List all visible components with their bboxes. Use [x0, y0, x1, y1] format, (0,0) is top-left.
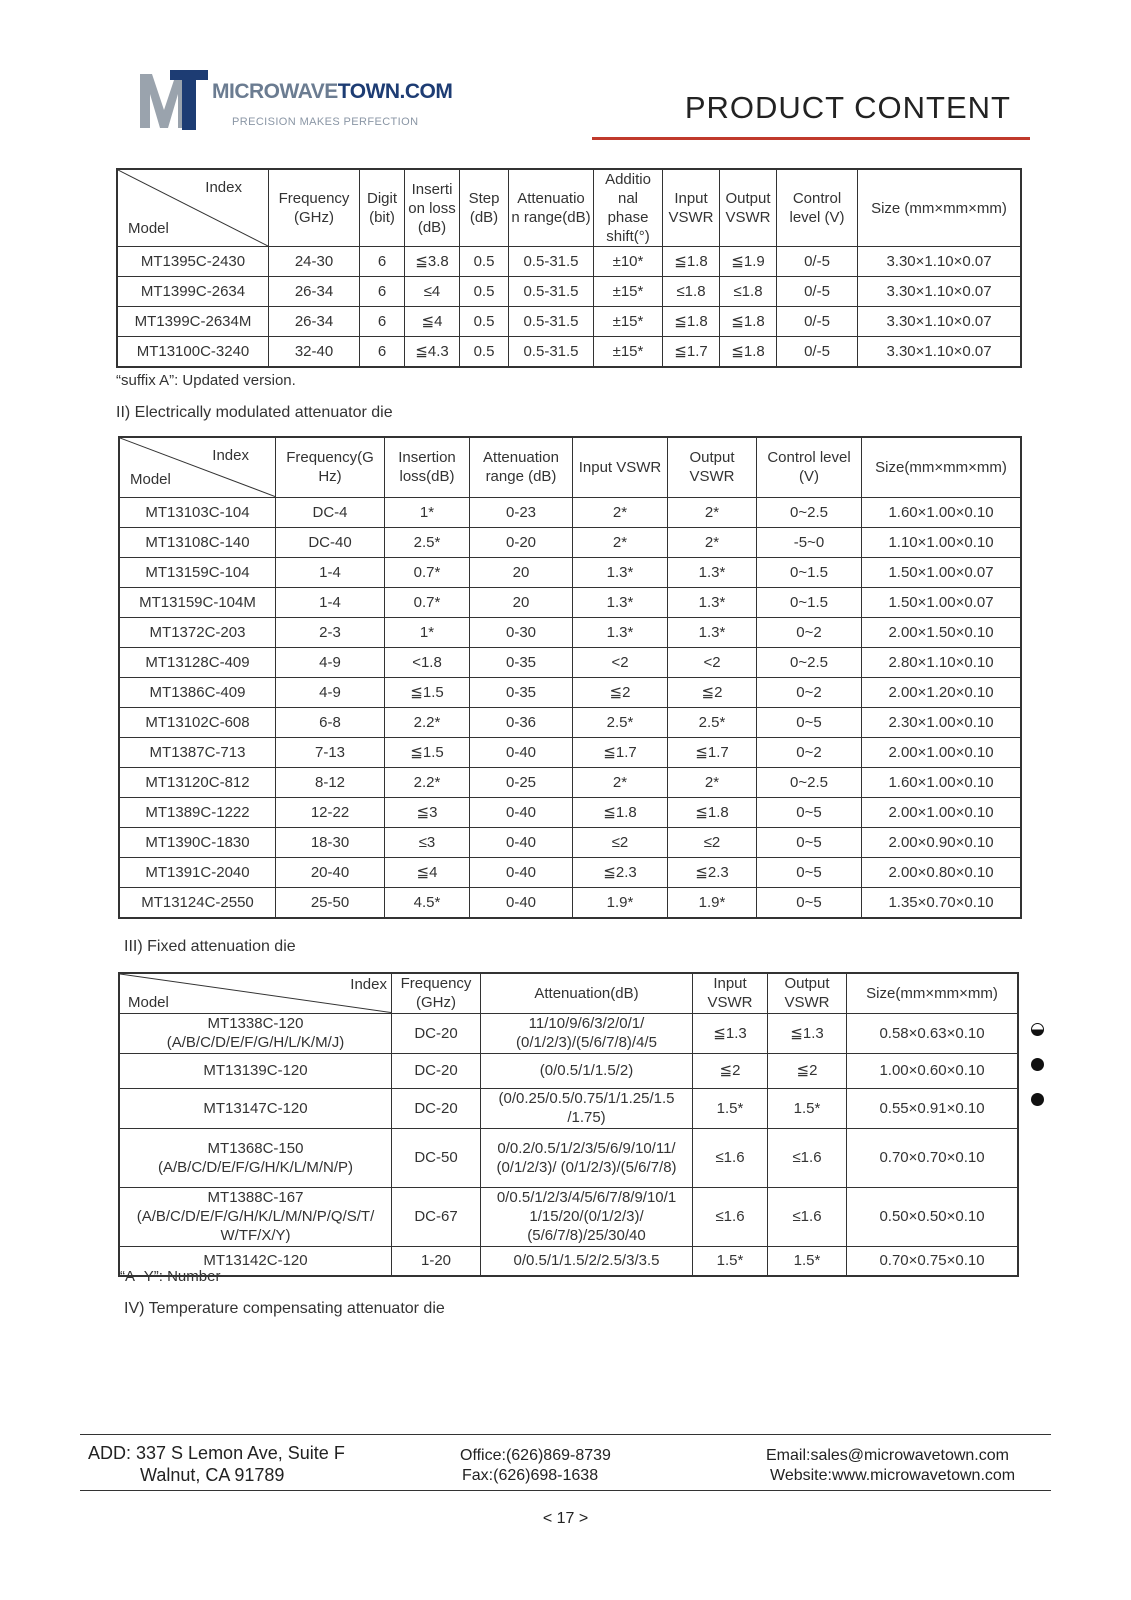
table-cell: 0~5	[757, 797, 862, 827]
table3-header: Frequency (GHz)	[392, 973, 481, 1013]
table-cell: 4-9	[276, 677, 385, 707]
table2-corner-header: Index Model	[119, 437, 276, 497]
table-cell: 0~2.5	[757, 767, 862, 797]
table-cell: 0-35	[470, 647, 573, 677]
table-cell: 0.70×0.75×0.10	[847, 1246, 1019, 1276]
model-cell: MT13102C-608	[119, 707, 276, 737]
table-cell: 2*	[668, 497, 757, 527]
table-cell: 2.00×1.20×0.10	[862, 677, 1022, 707]
footer-phone: Office:(626)869-8739 Fax:(626)698-1638	[460, 1447, 611, 1484]
model-cell: MT1386C-409	[119, 677, 276, 707]
table-cell: ≤1.6	[768, 1128, 847, 1187]
table-cell: 4-9	[276, 647, 385, 677]
table-cell: ≦2	[693, 1053, 768, 1088]
table-cell: 1.3*	[573, 617, 668, 647]
table-cell: <2	[573, 647, 668, 677]
table-cell: 2.2*	[385, 767, 470, 797]
table-cell: ≤1.6	[768, 1187, 847, 1246]
table-cell: 0~5	[757, 707, 862, 737]
table-cell: ≤1.6	[693, 1187, 768, 1246]
status-half-dot-icon	[1031, 1023, 1044, 1036]
table1-corner-header: Index Model	[117, 169, 269, 247]
table2-header: Attenuation range (dB)	[470, 437, 573, 497]
table-cell: 7-13	[276, 737, 385, 767]
model-cell: MT13159C-104M	[119, 587, 276, 617]
model-cell: MT1389C-1222	[119, 797, 276, 827]
model-cell: MT13120C-812	[119, 767, 276, 797]
table-row: MT1399C-2634 26-34 6 ≤4 0.5 0.5-31.5 ±15* ≤1.8 ≤1.8 0/-5 3.30×1.10×0.07	[117, 277, 1021, 307]
table-cell: ≦1.7	[573, 737, 668, 767]
electrically-modulated-attenuator-table	[118, 436, 1022, 919]
footer-top-rule	[80, 1434, 1051, 1435]
section-title: II) Electrically modulated attenuator die	[116, 404, 393, 421]
table-cell: 0.7*	[385, 587, 470, 617]
table-cell: ≦1.3	[768, 1013, 847, 1053]
table-row	[119, 587, 1021, 617]
table-cell: ≦2.3	[573, 857, 668, 887]
table-cell: ≦2.3	[668, 857, 757, 887]
table-cell: 1.3*	[668, 557, 757, 587]
table-cell: DC-20	[392, 1013, 481, 1053]
model-cell: MT13142C-120	[119, 1246, 392, 1276]
table-cell: 0~5	[757, 827, 862, 857]
table2-header: Frequency(G Hz)	[276, 437, 385, 497]
table-cell: 0-40	[470, 887, 573, 918]
table-row	[119, 617, 1021, 647]
table-cell: 0-36	[470, 707, 573, 737]
model-cell: MT1368C-150 (A/B/C/D/E/F/G/H/K/L/M/N/P)	[119, 1128, 392, 1187]
table-cell: 2.00×0.90×0.10	[862, 827, 1022, 857]
table3-header: Size(mm×mm×mm)	[847, 973, 1019, 1013]
section-title: IV) Temperature compensating attenuator die	[124, 1300, 445, 1317]
table-cell: 6-8	[276, 707, 385, 737]
table-row: MT1395C-2430 24-30 6 ≦3.8 0.5 0.5-31.5 ±10* ≦1.8 ≦1.9 0/-5 3.30×1.10×0.07	[117, 247, 1021, 277]
table-row: MT13100C-3240 32-40 6 ≦4.3 0.5 0.5-31.5 ±15* ≦1.7 ≦1.8 0/-5 3.30×1.10×0.07	[117, 337, 1021, 368]
model-cell: MT1390C-1830	[119, 827, 276, 857]
title-underline	[592, 137, 1030, 140]
table-row	[119, 527, 1021, 557]
table-row	[119, 737, 1021, 767]
table-cell: ≦1.5	[385, 677, 470, 707]
table-cell: 2.2*	[385, 707, 470, 737]
table-cell: 1.50×1.00×0.07	[862, 587, 1022, 617]
table-row: MT1399C-2634M 26-34 6 ≦4 0.5 0.5-31.5 ±15* ≦1.8 ≦1.8 0/-5 3.30×1.10×0.07	[117, 307, 1021, 337]
table1-header: Attenuatio n range(dB)	[509, 169, 594, 247]
model-cell: MT13139C-120	[119, 1053, 392, 1088]
table-cell: 8-12	[276, 767, 385, 797]
table-cell: 0.50×0.50×0.10	[847, 1187, 1019, 1246]
table-cell: 0-25	[470, 767, 573, 797]
table-cell: 0/0.2/0.5/1/2/3/5/6/9/10/11/ (0/1/2/3)/ (0/1/2/3)/(5/6/7/8)	[481, 1128, 693, 1187]
fixed-attenuation-table	[118, 972, 1019, 1277]
table-cell: 2*	[573, 767, 668, 797]
table-cell: ≦1.3	[693, 1013, 768, 1053]
table-row	[119, 497, 1021, 527]
table-cell: 1.5*	[768, 1088, 847, 1128]
table-cell: 2.00×1.50×0.10	[862, 617, 1022, 647]
table-cell: 0~2	[757, 677, 862, 707]
table-cell: 18-30	[276, 827, 385, 857]
table-cell: 2.00×1.00×0.10	[862, 737, 1022, 767]
table-cell: 2-3	[276, 617, 385, 647]
table-cell: 1.10×1.00×0.10	[862, 527, 1022, 557]
table-cell: 0/0.5/1/2/3/4/5/6/7/8/9/10/1 1/15/20/(0/1/2/3)/ (5/6/7/8)/25/30/40	[481, 1187, 693, 1246]
table-row	[119, 767, 1021, 797]
table-cell: 2.00×0.80×0.10	[862, 857, 1022, 887]
page-title: PRODUCT CONTENT	[684, 90, 1011, 125]
table-row	[119, 1053, 1018, 1088]
table-cell: 1.00×0.60×0.10	[847, 1053, 1019, 1088]
table-cell: 25-50	[276, 887, 385, 918]
table1-note: “suffix A”: Updated version.	[116, 372, 296, 389]
table-cell: 0/0.5/1/1.5/2/2.5/3/3.5	[481, 1246, 693, 1276]
table-cell: 0-40	[470, 737, 573, 767]
table1-header: Additio nal phase shift(°)	[594, 169, 663, 247]
table-row	[119, 827, 1021, 857]
table-cell: ≤1.6	[693, 1128, 768, 1187]
section-title: III) Fixed attenuation die	[124, 938, 296, 955]
model-cell: MT1387C-713	[119, 737, 276, 767]
table-cell: -5~0	[757, 527, 862, 557]
table-cell: 1.5*	[768, 1246, 847, 1276]
table-cell: 1-4	[276, 557, 385, 587]
table-cell: 1-20	[392, 1246, 481, 1276]
model-cell: MT1388C-167 (A/B/C/D/E/F/G/H/K/L/M/N/P/Q/S/T/ W/TF/X/Y)	[119, 1187, 392, 1246]
table-row	[119, 887, 1021, 918]
email-link[interactable]: Email:sales@microwavetown.com	[766, 1447, 1009, 1464]
table-cell: 1.35×0.70×0.10	[862, 887, 1022, 918]
table-cell: 0-30	[470, 617, 573, 647]
table-cell: 1.5*	[693, 1088, 768, 1128]
table2-header: Output VSWR	[668, 437, 757, 497]
table-cell: 2*	[573, 497, 668, 527]
table-cell: 1.9*	[668, 887, 757, 918]
table-cell: 0-23	[470, 497, 573, 527]
table-cell: 2.5*	[668, 707, 757, 737]
table-cell: (0/0.5/1/1.5/2)	[481, 1053, 693, 1088]
table-cell: 0~1.5	[757, 557, 862, 587]
table-row	[119, 1013, 1018, 1053]
table-cell: (0/0.25/0.5/0.75/1/1.25/1.5 /1.75)	[481, 1088, 693, 1128]
table-cell: 0~2.5	[757, 647, 862, 677]
table-cell: 0.55×0.91×0.10	[847, 1088, 1019, 1128]
table-cell: 12-22	[276, 797, 385, 827]
table-cell: ≤3	[385, 827, 470, 857]
table1-header: Step (dB)	[460, 169, 509, 247]
table2-header: Control level (V)	[757, 437, 862, 497]
table-cell: 0-40	[470, 857, 573, 887]
table-cell: ≦4	[385, 857, 470, 887]
table-cell: 20	[470, 587, 573, 617]
table1-header: Output VSWR	[720, 169, 777, 247]
table1-header: Size (mm×mm×mm)	[858, 169, 1022, 247]
table1-header: Frequency (GHz)	[269, 169, 360, 247]
table-row	[119, 557, 1021, 587]
table-cell: 0-20	[470, 527, 573, 557]
table-cell: 0~2.5	[757, 497, 862, 527]
table-row	[119, 857, 1021, 887]
table-cell: 1.3*	[573, 587, 668, 617]
table3-note: “A~Y”: Number	[120, 1268, 221, 1285]
footer-bottom-rule	[80, 1490, 1051, 1491]
table-cell: DC-20	[392, 1053, 481, 1088]
digital-attenuator-table	[116, 168, 1022, 368]
table-cell: 1.3*	[668, 617, 757, 647]
table-cell: 1.9*	[573, 887, 668, 918]
table3-header: Attenuation(dB)	[481, 973, 693, 1013]
table-row	[119, 797, 1021, 827]
model-cell: MT13103C-104	[119, 497, 276, 527]
table-cell: 2.5*	[573, 707, 668, 737]
table-row	[119, 1088, 1018, 1128]
table-row	[119, 1187, 1018, 1246]
table2-header: Input VSWR	[573, 437, 668, 497]
table-row	[119, 1246, 1018, 1276]
table-cell: 1.60×1.00×0.10	[862, 767, 1022, 797]
table3-header: Output VSWR	[768, 973, 847, 1013]
table-cell: ≤2	[668, 827, 757, 857]
model-cell: MT1338C-120 (A/B/C/D/E/F/G/H/L/K/M/J)	[119, 1013, 392, 1053]
table-cell: 1.3*	[573, 557, 668, 587]
table-cell: ≦2	[768, 1053, 847, 1088]
table-row	[119, 677, 1021, 707]
status-dot-icon	[1031, 1093, 1044, 1106]
website-link[interactable]: Website:www.microwavetown.com	[770, 1467, 1016, 1484]
table-cell: ≦3	[385, 797, 470, 827]
table-cell: 0~5	[757, 887, 862, 918]
table-cell: ≦2	[573, 677, 668, 707]
table-cell: 20-40	[276, 857, 385, 887]
table-cell: DC-40	[276, 527, 385, 557]
table-cell: 0-35	[470, 677, 573, 707]
model-cell: MT1391C-2040	[119, 857, 276, 887]
model-cell: MT13159C-104	[119, 557, 276, 587]
model-cell: MT13108C-140	[119, 527, 276, 557]
table3-corner-header: Index Model	[119, 973, 392, 1013]
table-cell: DC-4	[276, 497, 385, 527]
table-cell: 2.5*	[385, 527, 470, 557]
table-cell: 1-4	[276, 587, 385, 617]
table-cell: ≦1.7	[668, 737, 757, 767]
table-cell: 0~1.5	[757, 587, 862, 617]
table-cell: 11/10/9/6/3/2/0/1/ (0/1/2/3)/(5/6/7/8)/4/5	[481, 1013, 693, 1053]
mt-logo-icon	[140, 70, 210, 132]
table-cell: 1.3*	[668, 587, 757, 617]
table-cell: DC-50	[392, 1128, 481, 1187]
table-cell: ≦1.5	[385, 737, 470, 767]
table-cell: ≦2	[668, 677, 757, 707]
table-cell: 1.50×1.00×0.07	[862, 557, 1022, 587]
table-cell: 2*	[573, 527, 668, 557]
table-cell: 2.00×1.00×0.10	[862, 797, 1022, 827]
table2-header: Insertion loss(dB)	[385, 437, 470, 497]
table-cell: <2	[668, 647, 757, 677]
table-row	[119, 647, 1021, 677]
table-cell: 2.80×1.10×0.10	[862, 647, 1022, 677]
table1-header: Digit (bit)	[360, 169, 405, 247]
table-cell: 1*	[385, 617, 470, 647]
table1-header: Input VSWR	[663, 169, 720, 247]
table-cell: 2*	[668, 527, 757, 557]
table-cell: ≦1.8	[668, 797, 757, 827]
table-cell: DC-20	[392, 1088, 481, 1128]
table-cell: 0.7*	[385, 557, 470, 587]
table-cell: 0~2	[757, 617, 862, 647]
table-cell: 4.5*	[385, 887, 470, 918]
table-cell: <1.8	[385, 647, 470, 677]
model-cell: MT13147C-120	[119, 1088, 392, 1128]
table1-header: Control level (V)	[777, 169, 858, 247]
table-cell: 0~5	[757, 857, 862, 887]
footer-contact	[766, 1446, 1015, 1486]
table-cell: 0~2	[757, 737, 862, 767]
status-dot-icon	[1031, 1058, 1044, 1071]
model-cell: MT13128C-409	[119, 647, 276, 677]
table-cell: 0.58×0.63×0.10	[847, 1013, 1019, 1053]
table-cell: 2.30×1.00×0.10	[862, 707, 1022, 737]
model-cell: MT1372C-203	[119, 617, 276, 647]
table-cell: 0.70×0.70×0.10	[847, 1128, 1019, 1187]
table3-header: Input VSWR	[693, 973, 768, 1013]
table-row	[119, 1128, 1018, 1187]
table-row	[119, 707, 1021, 737]
footer-address: ADD: 337 S Lemon Ave, Suite F Walnut, CA 91789	[88, 1443, 345, 1485]
model-cell: MT13124C-2550	[119, 887, 276, 918]
table2-header: Size(mm×mm×mm)	[862, 437, 1022, 497]
table-cell: DC-67	[392, 1187, 481, 1246]
table-cell: 1*	[385, 497, 470, 527]
table-cell: 1.60×1.00×0.10	[862, 497, 1022, 527]
page-number: < 17 >	[542, 1510, 589, 1527]
table-cell: 0-40	[470, 827, 573, 857]
table-cell: ≤2	[573, 827, 668, 857]
table-cell: 2*	[668, 767, 757, 797]
brand-name: MICROWAVETOWN.COM	[212, 80, 453, 103]
table-cell: 1.5*	[693, 1246, 768, 1276]
table-cell: 0-40	[470, 797, 573, 827]
table1-header: Inserti on loss (dB)	[405, 169, 460, 247]
brand-tagline: PRECISION MAKES PERFECTION	[232, 116, 419, 128]
table-cell: ≦1.8	[573, 797, 668, 827]
table-cell: 20	[470, 557, 573, 587]
